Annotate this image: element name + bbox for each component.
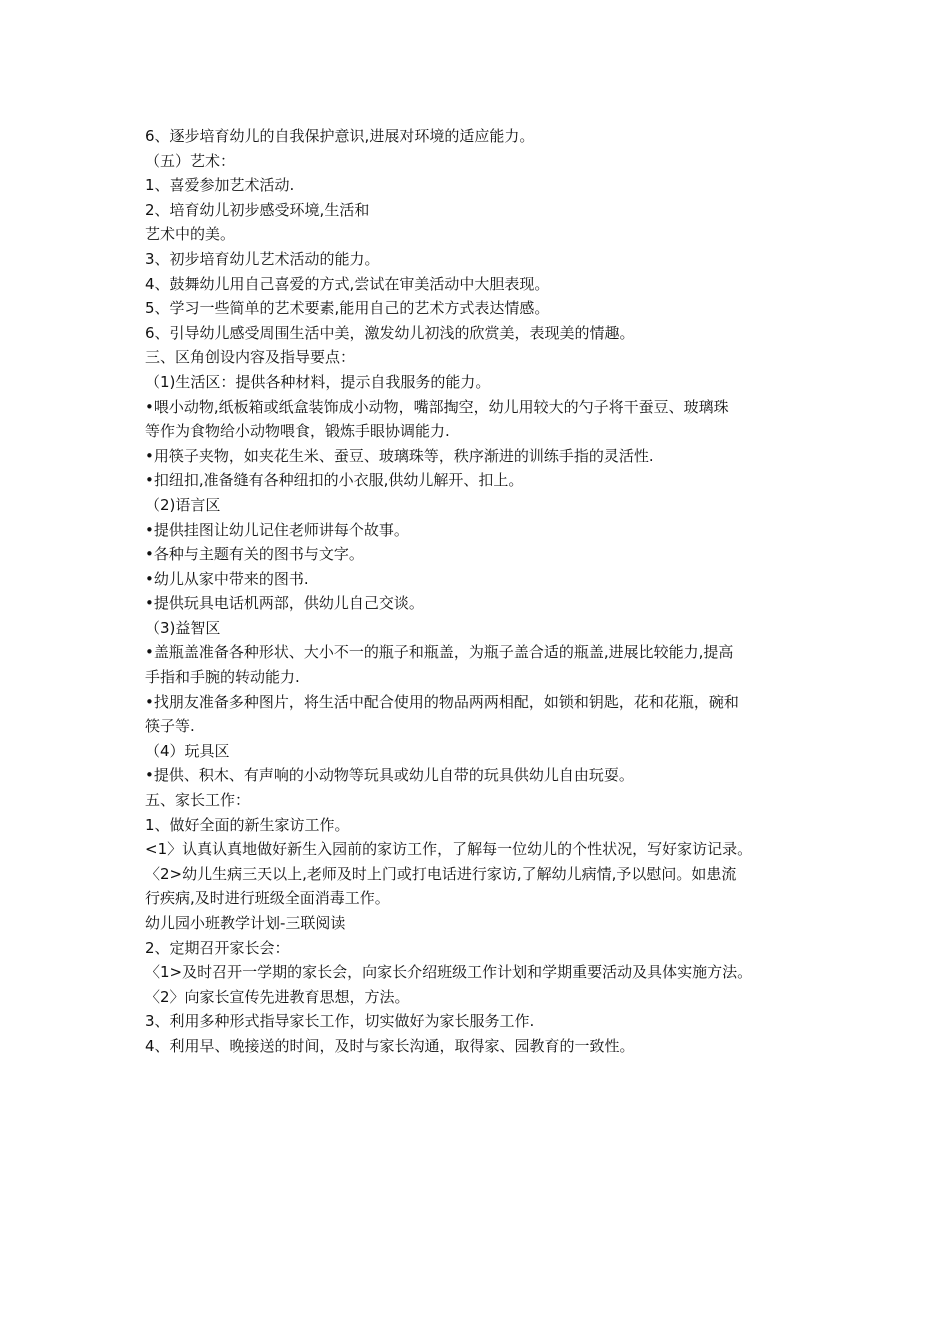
text-line: 6、引导幼儿感受周围生活中美，激发幼儿初浅的欣赏美，表现美的情趣。: [145, 323, 635, 342]
document-body: [145, 124, 815, 1059]
section-heading-corners: 三、区角创设内容及指导要点：: [145, 348, 356, 367]
text-line: <1〉认真认真地做好新生入园前的家访工作，了解每一位幼儿的个性状况，写好家访记录。: [145, 840, 753, 859]
bullet-continuation: 筷子等.: [145, 717, 195, 736]
bullet-item: •找朋友准备多种图片，将生活中配合使用的物品两两相配，如锁和钥匙，花和花瓶，碗和: [145, 692, 739, 711]
bullet-item: •盖瓶盖准备各种形状、大小不一的瓶子和瓶盖，为瓶子盖合适的瓶盖,进展比较能力,提高: [145, 643, 734, 662]
bullet-continuation: 等作为食物给小动物喂食，锻炼手眼协调能力.: [145, 422, 450, 441]
bullet-item: •提供玩具电话机两部，供幼儿自己交谈。: [145, 594, 424, 613]
text-line: 1、做好全面的新生家访工作。: [145, 815, 350, 834]
text-line: 〈2〉向家长宣传先进教育思想，方法。: [145, 987, 410, 1006]
text-line: 〈2>幼儿生病三天以上,老师及时上门或打电话进行家访,了解幼儿病情,予以慰问。如患流: [145, 864, 737, 883]
bullet-continuation: 手指和手腕的转动能力.: [145, 668, 300, 687]
text-line: 3、利用多种形式指导家长工作，切实做好为家长服务工作.: [145, 1012, 535, 1031]
subheading-life-area: （1)生活区：提供各种材料，提示自我服务的能力。: [145, 372, 491, 391]
text-line: 6、逐步培育幼儿的自我保护意识,进展对环境的适应能力。: [145, 127, 535, 145]
section-heading-parents: 五、家长工作：: [145, 791, 251, 810]
text-line: 4、鼓舞幼儿用自己喜爱的方式,尝试在审美活动中大胆表现。: [145, 274, 550, 293]
text-line: 2、培育幼儿初步感受环境,生活和: [145, 200, 370, 219]
subheading-toy-area: （4）玩具区: [145, 741, 230, 760]
bullet-item: •提供、积木、有声响的小动物等玩具或幼儿自带的玩具供幼儿自由玩耍。: [145, 766, 634, 785]
bullet-item: •各种与主题有关的图书与文字。: [145, 545, 364, 564]
section-heading-art: （五）艺术：: [145, 151, 236, 170]
subheading-puzzle-area: （3)益智区: [145, 618, 221, 637]
source-note: 幼儿园小班教学计划-三联阅读: [145, 914, 346, 932]
text-line: 3、初步培育幼儿艺术活动的能力。: [145, 249, 380, 268]
text-line: 2、定期召开家长会：: [145, 938, 290, 957]
bullet-item: •扣纽扣,准备缝有各种纽扣的小衣服,供幼儿解开、扣上。: [145, 471, 524, 490]
text-line: 〈1>及时召开一学期的家长会，向家长介绍班级工作计划和学期重要活动及具体实施方法。: [145, 963, 753, 982]
text-line: 4、利用早、晚接送的时间，及时与家长沟通，取得家、园教育的一致性。: [145, 1036, 635, 1055]
bullet-item: •用筷子夹物，如夹花生米、蚕豆、玻璃珠等，秩序渐进的训练手指的灵活性.: [145, 446, 654, 465]
text-line: 1、喜爱参加艺术活动.: [145, 176, 295, 195]
bullet-item: •喂小动物,纸板箱或纸盒装饰成小动物，嘴部掏空，幼儿用较大的勺子将干蚕豆、玻璃珠: [145, 397, 729, 416]
subheading-language-area: （2)语言区: [145, 495, 221, 514]
text-line: 5、学习一些简单的艺术要素,能用自己的艺术方式表达情感。: [145, 299, 550, 318]
bullet-item: •提供挂图让幼儿记住老师讲每个故事。: [145, 520, 409, 539]
bullet-item: •幼儿从家中带来的图书.: [145, 569, 309, 588]
text-line: 行疾病,及时进行班级全面消毒工作。: [145, 889, 390, 908]
text-line: 艺术中的美。: [145, 225, 236, 244]
